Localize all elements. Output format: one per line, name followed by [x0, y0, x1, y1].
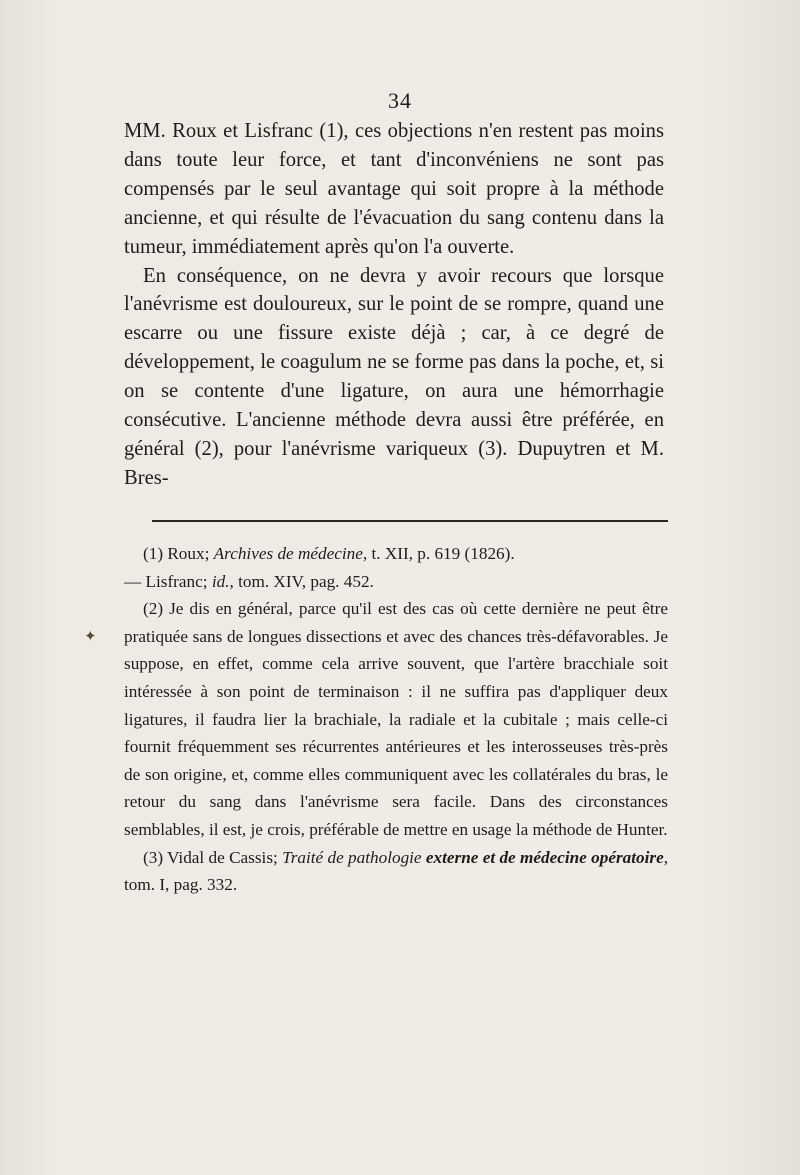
footnote-separator — [152, 520, 668, 522]
footnote-2: (2) Je dis en général, parce qu'il est des cas où cette dernière ne peut être pratiquée sans de longues dissections et avec des chances très-défavorables. Je suppose, en effet, comme cela arrive souvent, que l'artère bracchiale soit intéressée à son point de terminaison : il ne suffira pas d'appliquer deux ligatures, il faudra lier la brachiale, la radiale et la cubitale ; mais celle-ci fournit fréquemment ses récurrentes antérieures et les interosseuses très-près de son origine, et, comme elles communiquent avec les collatérales du bras, le retour du sang dans l'anévrisme sera facile. Dans des circonstances semblables, il est, je crois, préférable de mettre en usage la méthode de Hunter. — [124, 599, 668, 839]
footnote-3-ref: , tom. I, pag. 332. — [124, 847, 668, 895]
footnote-1-text: (1) Roux; — [143, 544, 214, 563]
footnote-3-title-a: Traité de pathologie — [282, 847, 422, 867]
footnote-3-author: (3) Vidal de Cassis; — [143, 847, 283, 867]
paragraph-1: MM. Roux et Lisfranc (1), ces objections n'en restent pas moins dans toute leur force, et tant d'inconvéniens ne sont pas compensés par le seul avantage qui soit propre à la méthode ancienne, et qui résulte de l'évacuation du sang contenu dans la tumeur, immédiatement après qu'on l'a ouverte. — [124, 120, 664, 258]
footnote-3-title-b: externe et de médecine opératoire — [425, 847, 664, 867]
paragraph-2: En conséquence, on ne devra y avoir recours que lorsque l'anévrisme est douloureux, sur le point de se rompre, quand une escarre ou une fissure existe déjà ; car, à ce degré de développement, le coagulum ne se forme pas dans la poche, et, si on se contente d'une ligature, on aura une hémorrhagie consécutive. L'ancienne méthode devra aussi être préférée, en général (2), pour l'anévrisme variqueux (3). Dupuytren et M. Bres- — [124, 264, 664, 489]
footnote-3 — [124, 844, 668, 899]
footnote-1-cont-text: — Lisfranc; — [124, 571, 212, 591]
footnote-1 — [124, 540, 668, 568]
footnote-1-cont — [124, 568, 668, 596]
footnotes — [124, 540, 668, 899]
ink-blot-mark: ✦ — [84, 629, 97, 645]
main-text — [124, 117, 664, 493]
footnote-1-cont-id: id. — [211, 571, 230, 591]
footnote-1-cont-ref: , tom. XIV, pag. 452. — [229, 571, 374, 591]
footnote-1-ref: , t. XII, p. 619 (1826). — [362, 544, 515, 563]
page-number: 34 — [388, 88, 412, 113]
footnote-1-title: Archives de médecine — [213, 544, 363, 563]
